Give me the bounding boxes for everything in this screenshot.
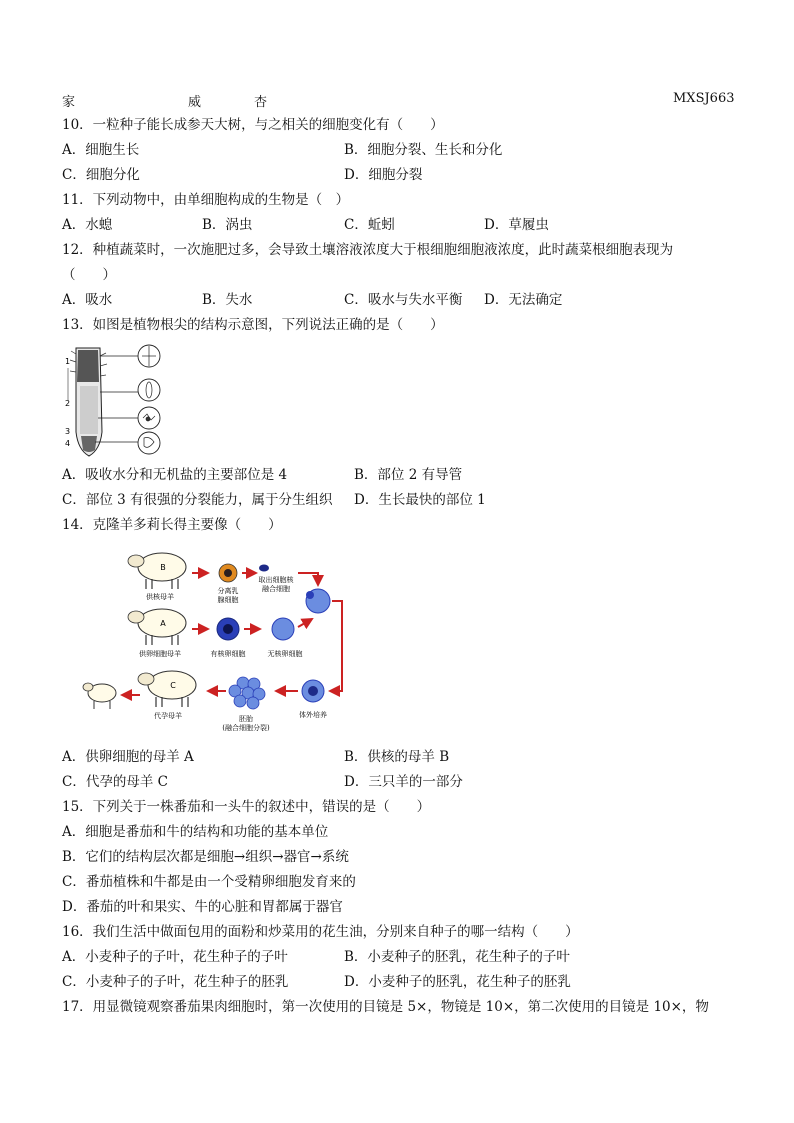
donor-a-label: 供卵细胞母羊 bbox=[139, 650, 181, 658]
q10-option-c[interactable]: C．细胞分化 bbox=[62, 167, 140, 183]
root-label-3: 3 bbox=[65, 427, 71, 436]
sheep-a-label: A bbox=[160, 619, 166, 628]
sheep-c-icon bbox=[138, 671, 196, 707]
q12-option-c[interactable]: C．吸水与失水平衡 bbox=[344, 292, 463, 308]
q12-option-d[interactable]: D．无法确定 bbox=[484, 292, 563, 308]
q11-option-a[interactable]: A．水螅 bbox=[62, 217, 113, 233]
cloning-diagram bbox=[80, 543, 360, 737]
q13-option-b[interactable]: B．部位 2 有导管 bbox=[354, 467, 463, 483]
q15-option-a[interactable]: A．细胞是番茄和牛的结构和功能的基本单位 bbox=[62, 824, 329, 840]
question-10-stem: 10．一粒种子能长成参天大树，与之相关的细胞变化有（ ） bbox=[62, 117, 444, 133]
header-char: 威 bbox=[188, 95, 202, 110]
step1b-label: 腺细胞 bbox=[217, 596, 239, 604]
step4-label: 无核卵细胞 bbox=[267, 650, 303, 658]
q14-option-a[interactable]: A．供卵细胞的母羊 A bbox=[62, 749, 194, 765]
sheep-c-label: C bbox=[170, 681, 176, 690]
q11-option-c[interactable]: C．蚯蚓 bbox=[344, 217, 395, 233]
q13-option-c[interactable]: C．部位 3 有很强的分裂能力，属于分生组织 bbox=[62, 492, 333, 508]
q11-option-d[interactable]: D．草履虫 bbox=[484, 217, 549, 233]
root-label-2: 2 bbox=[65, 399, 71, 408]
q10-option-d[interactable]: D．细胞分裂 bbox=[344, 167, 423, 183]
header-char: 家 bbox=[62, 95, 76, 110]
sheep-a-icon bbox=[128, 609, 186, 645]
q14-option-d[interactable]: D．三只羊的一部分 bbox=[344, 774, 463, 790]
culture-label: 体外培养 bbox=[299, 711, 327, 719]
sheep-b-label: B bbox=[160, 563, 166, 572]
q16-option-b[interactable]: B．小麦种子的胚乳，花生种子的子叶 bbox=[344, 949, 570, 965]
lamb-icon bbox=[83, 683, 116, 709]
embryo-icon bbox=[229, 677, 265, 709]
question-13-stem: 13．如图是植物根尖的结构示意图，下列说法正确的是（ ） bbox=[62, 317, 444, 333]
q15-option-d[interactable]: D．番茄的叶和果实、牛的心脏和胃都属于器官 bbox=[62, 899, 343, 915]
embryo-label: 胚胎 bbox=[239, 715, 253, 723]
page-header bbox=[62, 91, 734, 109]
step2b-label: 融合细胞 bbox=[262, 585, 290, 593]
q14-option-c[interactable]: C．代孕的母羊 C bbox=[62, 774, 168, 790]
root-tip-figure bbox=[62, 342, 172, 460]
question-16-stem: 16．我们生活中做面包用的面粉和炒菜用的花生油，分别来自种子的哪一结构（ ） bbox=[62, 924, 579, 940]
question-14-stem: 14．克隆羊多莉长得主要像（ ） bbox=[62, 517, 282, 533]
q16-option-d[interactable]: D．小麦种子的胚乳，花生种子的胚乳 bbox=[344, 974, 571, 990]
surrogate-label: 代孕母羊 bbox=[154, 712, 182, 720]
question-15-stem: 15．下列关于一株番茄和一头牛的叙述中，错误的是（ ） bbox=[62, 799, 431, 815]
embryo-sub-label: (融合细胞分裂) bbox=[222, 724, 270, 732]
q10-option-b[interactable]: B．细胞分裂、生长和分化 bbox=[344, 142, 503, 158]
question-12-stem: 12．种植蔬菜时，一次施肥过多，会导致土壤溶液浓度大于根细胞细胞液浓度，此时蔬菜根细胞表现为 bbox=[62, 242, 674, 258]
q13-option-d[interactable]: D．生长最快的部位 1 bbox=[354, 492, 486, 508]
q10-option-a[interactable]: A．细胞生长 bbox=[62, 142, 140, 158]
question-12-stem-cont: （ ） bbox=[62, 267, 116, 283]
sheep-b-icon bbox=[128, 553, 186, 589]
q13-option-a[interactable]: A．吸收水分和无机盐的主要部位是 4 bbox=[62, 467, 288, 483]
donor-b-label: 供核母羊 bbox=[146, 593, 174, 601]
q14-option-b[interactable]: B．供核的母羊 B bbox=[344, 749, 450, 765]
header-char: 杏 bbox=[254, 95, 268, 110]
q15-option-b[interactable]: B．它们的结构层次都是细胞→组织→器官→系统 bbox=[62, 849, 349, 865]
step1-label: 分离乳 bbox=[217, 587, 239, 595]
step2-label: 取出细胞核 bbox=[258, 576, 294, 584]
q16-option-c[interactable]: C．小麦种子的子叶，花生种子的胚乳 bbox=[62, 974, 289, 990]
question-11-stem: 11．下列动物中，由单细胞构成的生物是（ ） bbox=[62, 192, 350, 208]
q12-option-a[interactable]: A．吸水 bbox=[62, 292, 113, 308]
document-code: MXSJ663 bbox=[673, 91, 735, 106]
q16-option-a[interactable]: A．小麦种子的子叶，花生种子的子叶 bbox=[62, 949, 288, 965]
q12-option-b[interactable]: B．失水 bbox=[202, 292, 253, 308]
root-label-4: 4 bbox=[65, 439, 71, 448]
root-label-1: 1 bbox=[65, 357, 71, 366]
q11-option-b[interactable]: B．涡虫 bbox=[202, 217, 253, 233]
question-17-stem: 17．用显微镜观察番茄果肉细胞时，第一次使用的目镜是 5×，物镜是 10×，第二次使用的目镜是 10×，物 bbox=[62, 999, 709, 1015]
step3-label: 有核卵细胞 bbox=[210, 650, 246, 658]
q15-option-c[interactable]: C．番茄植株和牛都是由一个受精卵细胞发育来的 bbox=[62, 874, 356, 890]
